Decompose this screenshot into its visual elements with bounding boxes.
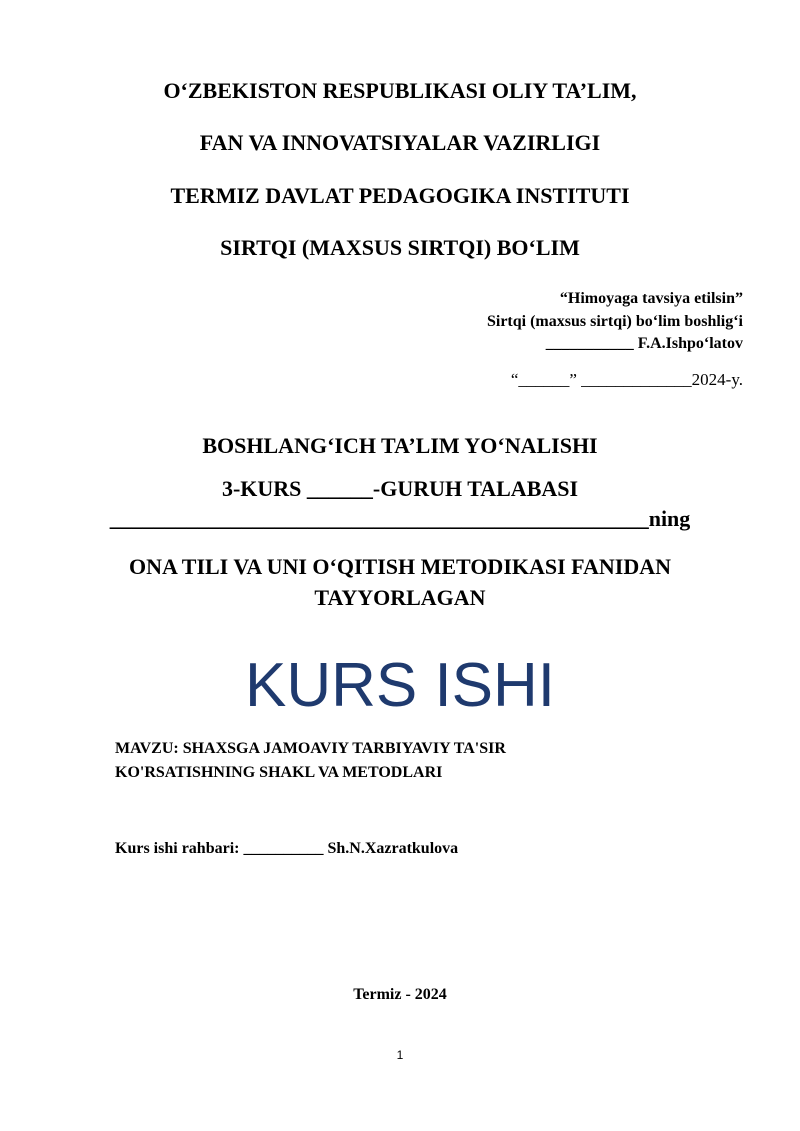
student-group: 3-KURS ______-GURUH TALABASI <box>221 476 579 501</box>
approval-recommendation: “Himoyaga tavsiya etilsin” <box>559 290 743 307</box>
topic-line-2: KO'RSATISHNING SHAKL VA METODLARI <box>115 764 443 781</box>
student-name-line: _________________________________________________ning <box>109 506 691 531</box>
supervisor-line: Kurs ishi rahbari: __________ Sh.N.Xazratkulova <box>115 840 459 857</box>
page-number: 1 <box>396 1048 404 1062</box>
department-name: SIRTQI (MAXSUS SIRTQI) BO‘LIM <box>220 235 580 260</box>
city-year: Termiz - 2024 <box>353 986 447 1003</box>
document-title: KURS ISHI <box>244 651 556 720</box>
ministry-line-1: O‘ZBEKISTON RESPUBLIKASI OLIY TA’LIM, <box>163 78 637 103</box>
subject-line-1: ONA TILI VA UNI O‘QITISH METODIKASI FANIDAN <box>129 554 671 579</box>
ministry-line-2: FAN VA INNOVATSIYALAR VAZIRLIGI <box>199 130 601 155</box>
subject-line-2: TAYYORLAGAN <box>314 585 486 610</box>
approval-signatory: ___________ F.A.Ishpo‘latov <box>545 335 743 352</box>
institute-name: TERMIZ DAVLAT PEDAGOGIKA INSTITUTI <box>170 183 630 208</box>
study-direction: BOSHLANG‘ICH TA’LIM YO‘NALISHI <box>202 433 598 458</box>
topic-line-1: MAVZU: SHAXSGA JAMOAVIY TARBIYAVIY TA'SIR <box>115 740 506 757</box>
approval-date: “______” _____________2024-y. <box>510 370 743 389</box>
approval-position: Sirtqi (maxsus sirtqi) bo‘lim boshlig‘i <box>486 313 743 330</box>
